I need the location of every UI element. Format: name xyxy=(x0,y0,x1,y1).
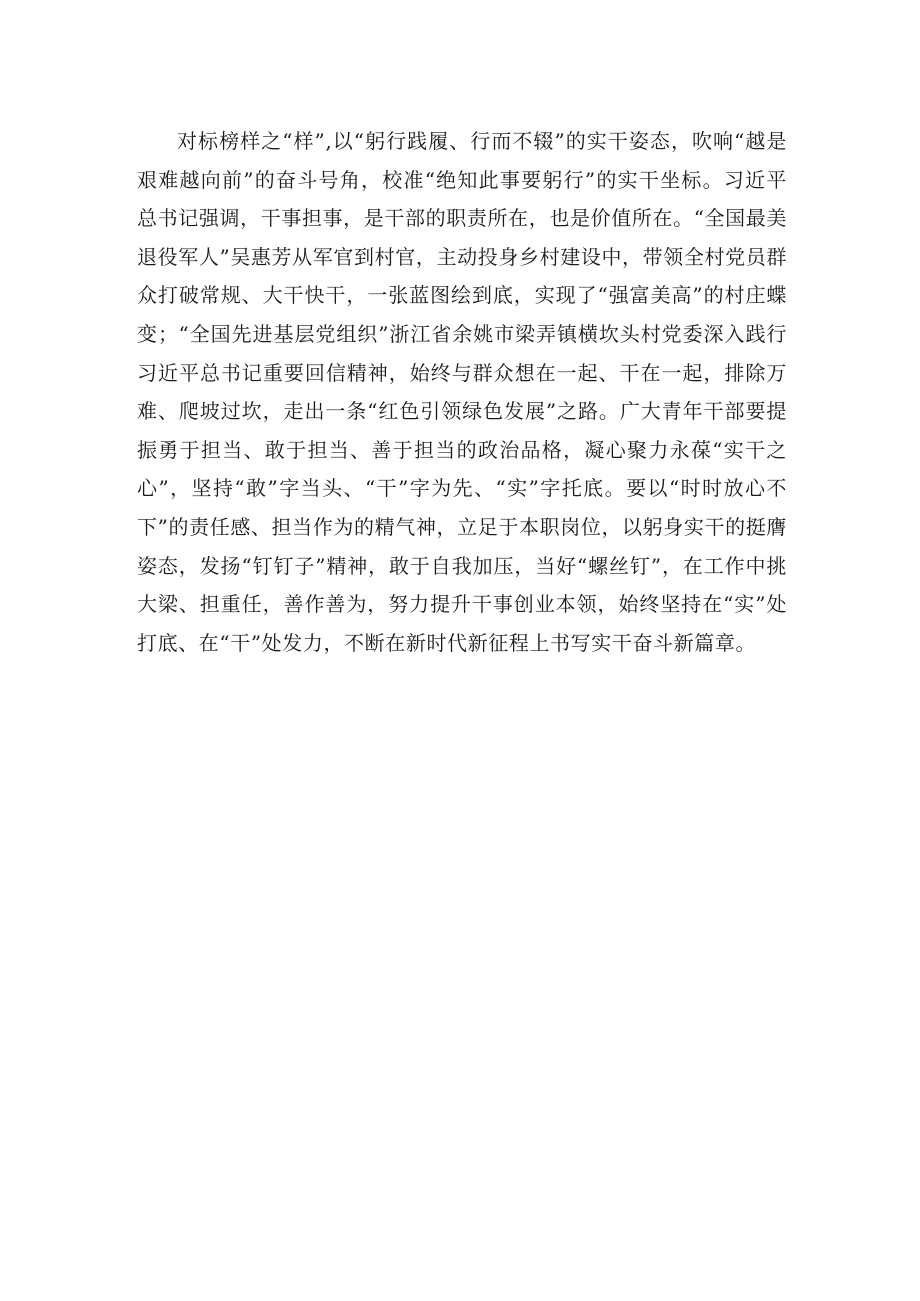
body-paragraph: 对标榜样之“样”,以“躬行践履、行而不辍”的实干姿态，吹响“越是艰难越向前”的奋斗号角，校准“绝知此事要躬行”的实干坐标。习近平总书记强调，干事担事，是干部的职责所在，也是价值所在。“全国最美退役军人”吴惠芳从军官到村官，主动投身乡村建设中，带领全村党员群众打破常规、大干快干，一张蓝图绘到底，实现了“强富美高”的村庄蝶变；“全国先进基层党组织”浙江省余姚市梁弄镇横坎头村党委深入践行习近平总书记重要回信精神，始终与群众想在一起、干在一起，排除万难、爬坡过坎，走出一条“红色引领绿色发展”之路。广大青年干部要提振勇于担当、敢于担当、善于担当的政治品格，凝心聚力永葆“实干之心”，坚持“敢”字当头、“干”字为先、“实”字托底。要以“时时放心不下”的责任感、担当作为的精气神，立足于本职岗位，以躬身实干的挺膺姿态，发扬“钉钉子”精神，敢于自我加压，当好“螺丝钉”，在工作中挑大梁、担重任，善作善为，努力提升干事创业本领，始终坚持在“实”处打底、在“干”处发力，不断在新时代新征程上书写实干奋斗新篇章。 xyxy=(137,129,787,655)
